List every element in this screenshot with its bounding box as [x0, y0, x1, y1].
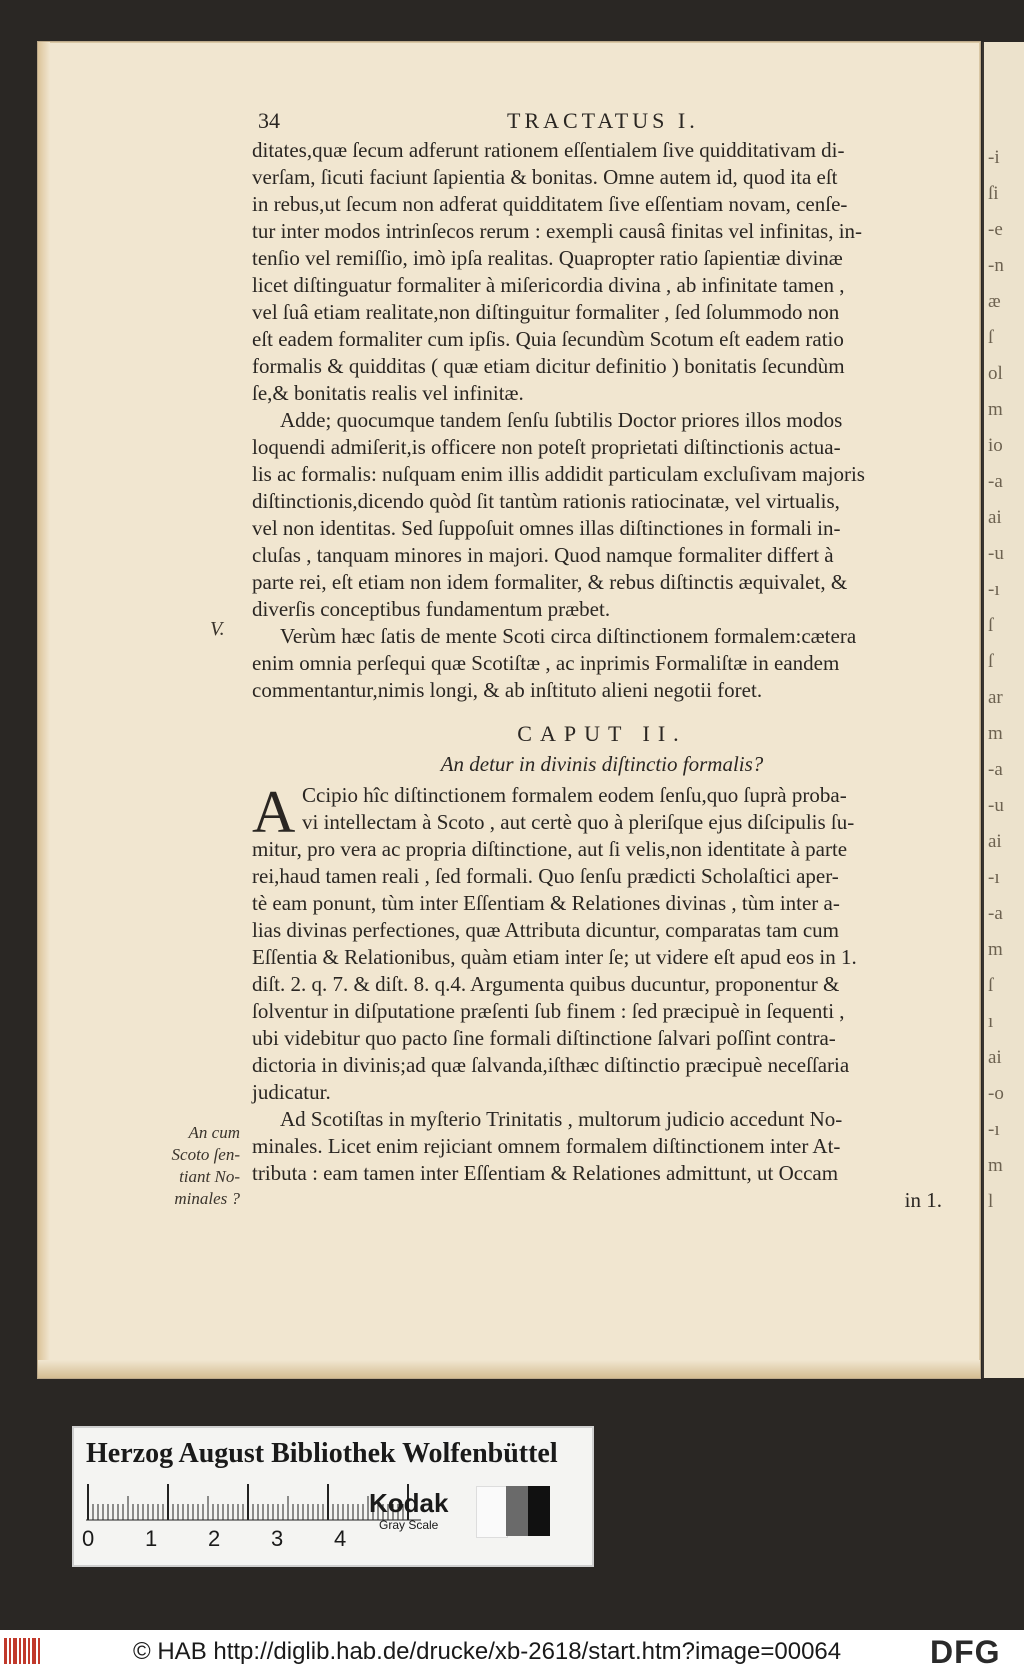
text-line: rei,haud tamen reali , ſed formali. Quo ſenſu prædicti Scholaſtici aper-: [252, 864, 839, 888]
kodak-logo: Kodak: [369, 1488, 449, 1518]
facing-page-fragment: ſ: [988, 975, 994, 996]
facing-page-fragment: -e: [988, 219, 1003, 240]
ruler-label: 1: [145, 1526, 158, 1551]
facing-page-fragment: m: [988, 723, 1003, 744]
drop-initial: A: [252, 779, 296, 845]
margin-note-line: tiant No-: [179, 1167, 240, 1186]
footer-bar: [0, 1630, 1024, 1671]
text-line: eſt eadem formaliter cum ipſis. Quia ſecundùm Scotum eſt eadem ratio: [252, 327, 844, 351]
facing-page-fragment: -ı: [988, 867, 1000, 888]
text-line: vel non identitas. Sed ſuppoſuit omnes illas diſtinctiones in formali in-: [252, 516, 841, 540]
facing-page-fragment: -u: [988, 543, 1004, 564]
facing-page-fragment: ſi: [988, 183, 999, 204]
facing-page-edge: [982, 42, 1024, 1378]
chapter-subtitle: An detur in divinis diſtinctio formalis?: [440, 752, 764, 776]
facing-page-fragment: m: [988, 399, 1003, 420]
facing-page-fragment: -u: [988, 795, 1004, 816]
text-line: loquendi admiſerit,is officere non poteſt proprietati diſtinctionis actua-: [252, 435, 841, 459]
ruler-label: 3: [271, 1526, 284, 1551]
source-link[interactable]: © HAB http://diglib.hab.de/drucke/xb-2618/start.htm?image=00064: [133, 1638, 842, 1665]
text-line: Ccipio hîc diſtinctionem formalem eodem ſenſu,quo ſuprà proba-: [302, 783, 847, 807]
facing-page-fragment: m: [988, 1155, 1003, 1176]
text-line: ſe,& bonitatis realis vel infinitæ.: [252, 381, 524, 405]
text-line: commentantur,nimis longi, & ab inſtituto alieni negotii foret.: [252, 678, 763, 702]
facing-page-fragment: -ı: [988, 579, 1000, 600]
page-shadow-bottom: [38, 1360, 980, 1378]
text-line: Ad Scotiſtas in myſterio Trinitatis , multorum judicio accedunt No-: [280, 1107, 843, 1131]
text-line: diſt. 2. q. 7. & diſt. 8. q.4. Argumenta quibus ducuntur, proponentur &: [252, 972, 840, 996]
facing-page-fragment: ı: [988, 1011, 994, 1032]
facing-page-fragment: ol: [988, 363, 1003, 384]
text-line: judicatur.: [252, 1080, 331, 1104]
facing-page-fragment: ſ: [988, 651, 994, 672]
running-title: TRACTATUS I.: [507, 108, 699, 133]
gray-patch-white: [476, 1486, 508, 1538]
text-line: Eſſentia & Relationibus, quàm etiam inter ſe; ut videre eſt apud eos in 1.: [252, 945, 857, 969]
page-text: [252, 105, 952, 1214]
text-line: diſtinctionis,dicendo quòd ſit tantùm rationis ratiocinatæ, vel virtualis,: [252, 489, 840, 513]
paragraph-3: [252, 623, 952, 704]
facing-page-fragment: -i: [988, 147, 1000, 168]
text-line: dictoria in divinis;ad quæ ſalvanda,iſthæc diſtinctio præcipuè neceſſaria: [252, 1053, 850, 1077]
facing-page-fragment: l: [988, 1191, 994, 1212]
text-line: ubi videbitur quo pacto ſine formali diſtinctione ſalvari poſſint contra-: [252, 1026, 836, 1050]
text-line: Verùm hæc ſatis de mente Scoti circa diſtinctionem formalem:cætera: [280, 624, 857, 648]
margin-note-nominales: [160, 1122, 240, 1210]
library-name: Herzog August Bibliothek Wolfenbüttel: [86, 1438, 558, 1469]
facing-page-fragment: m: [988, 939, 1003, 960]
paragraph-5: [252, 1106, 952, 1187]
facing-page-fragment: -a: [988, 903, 1003, 924]
facing-page-fragment: ai: [988, 831, 1002, 852]
facing-page-fragment: -ı: [988, 1119, 1000, 1140]
text-line: cluſas , tanquam minores in majori. Quod namque formaliter differt à: [252, 543, 834, 567]
margin-note-line: An cum: [188, 1123, 240, 1142]
ruler-labels: [82, 1526, 422, 1552]
text-line: ditates,quæ ſecum adferunt rationem eſſentialem ſive quidditativam di-: [252, 138, 845, 162]
gray-scale-label: Gray Scale: [379, 1518, 439, 1532]
text-line: vi intellectam à Scoto , aut certè quo à pleriſque ejus diſcipulis ſu-: [302, 810, 855, 834]
catchword: in 1.: [904, 1188, 942, 1212]
page-shadow-left: [38, 42, 50, 1378]
ruler-label: 4: [334, 1526, 347, 1551]
facing-page-fragment: -o: [988, 1083, 1004, 1104]
barcode-icon: [4, 1636, 44, 1666]
text-line: lias divinas perfectiones, quæ Attributa dicuntur, comparatas tam cum: [252, 918, 840, 942]
facing-page-fragment: io: [988, 435, 1003, 456]
paragraph-2: [252, 407, 952, 623]
text-line: in rebus,ut ſecum non adferat quidditatem ſive eſſentiam novam, cenſe-: [252, 192, 848, 216]
facing-page-fragment: ai: [988, 507, 1002, 528]
paragraph-1: [252, 137, 952, 407]
text-line: tenſio vel remiſſio, imò ipſa realitas. Quapropter ratio ſapientiæ divinæ: [252, 246, 843, 270]
text-line: ſolventur in diſputatione præſenti ſub finem : ſed præcipuè in ſequenti ,: [252, 999, 845, 1023]
text-line: tè eam ponunt, tùm inter Eſſentiam & Relationes divinas , tùm inter a-: [252, 891, 840, 915]
text-line: mitur, pro vera ac propria diſtinctione, aut ſi velis,non identitate à parte: [252, 837, 848, 861]
text-line: enim omnia perſequi quæ Scotiſtæ , ac inprimis Formaliſtæ in eandem: [252, 651, 840, 675]
margin-note-v: V.: [210, 618, 225, 640]
gray-patch-black: [528, 1486, 550, 1536]
facing-page-fragment: ar: [988, 687, 1003, 708]
facing-page-fragment: ai: [988, 1047, 1002, 1068]
text-line: tur inter modos intrinſecos rerum : exempli causâ finitas vel infinitas, in-: [252, 219, 863, 243]
running-head: [252, 105, 952, 137]
facing-page-fragment: ſ: [988, 327, 994, 348]
ruler-label: 0: [82, 1526, 95, 1551]
ruler-label: 2: [208, 1526, 221, 1551]
color-calibration-card: [72, 1426, 594, 1567]
facing-page-fragment: ſ: [988, 615, 994, 636]
dfg-logo: DFG: [930, 1634, 1001, 1670]
chapter-heading: CAPUT II.: [517, 721, 687, 746]
text-line: lis ac formalis: nuſquam enim illis addidit particulam excluſivam majoris: [252, 462, 865, 486]
facing-page-fragment: -a: [988, 759, 1003, 780]
text-line: licet diſtinguatur formaliter à miſericordia divina , ab infinitate tamen ,: [252, 273, 845, 297]
text-line: Adde; quocumque tandem ſenſu ſubtilis Doctor priores illos modos: [280, 408, 843, 432]
text-line: verſam, ſicuti faciunt ſapientia & bonitas. Omne autem id, quod ita eſt: [252, 165, 838, 189]
page-number: 34: [258, 108, 280, 133]
text-line: vel ſuâ etiam realitate,non diſtinguitur formaliter , ſed ſolummodo non: [252, 300, 840, 324]
text-line: parte rei, eſt etiam non idem formaliter, & rebus diſtinctis æquivalet, &: [252, 570, 848, 594]
text-line: formalis & quidditas ( quæ etiam dicitur definitio ) bonitatis ſecundùm: [252, 354, 845, 378]
text-line: minales. Licet enim rejiciant omnem formalem diſtinctionem inter At-: [252, 1134, 841, 1158]
margin-note-line: minales ?: [174, 1189, 240, 1208]
paragraph-4: [252, 779, 952, 1106]
text-line: tributa : eam tamen inter Eſſentiam & Relationes admittunt, ut Occam: [252, 1161, 839, 1185]
facing-page-fragment: -a: [988, 471, 1003, 492]
facing-page-fragment: æ: [988, 291, 1001, 312]
facing-page-fragment: -n: [988, 255, 1004, 276]
margin-note-line: Scoto ſen-: [171, 1145, 240, 1164]
text-line: diverſis conceptibus fundamentum præbet.: [252, 597, 611, 621]
gray-patch-mid: [506, 1486, 528, 1536]
